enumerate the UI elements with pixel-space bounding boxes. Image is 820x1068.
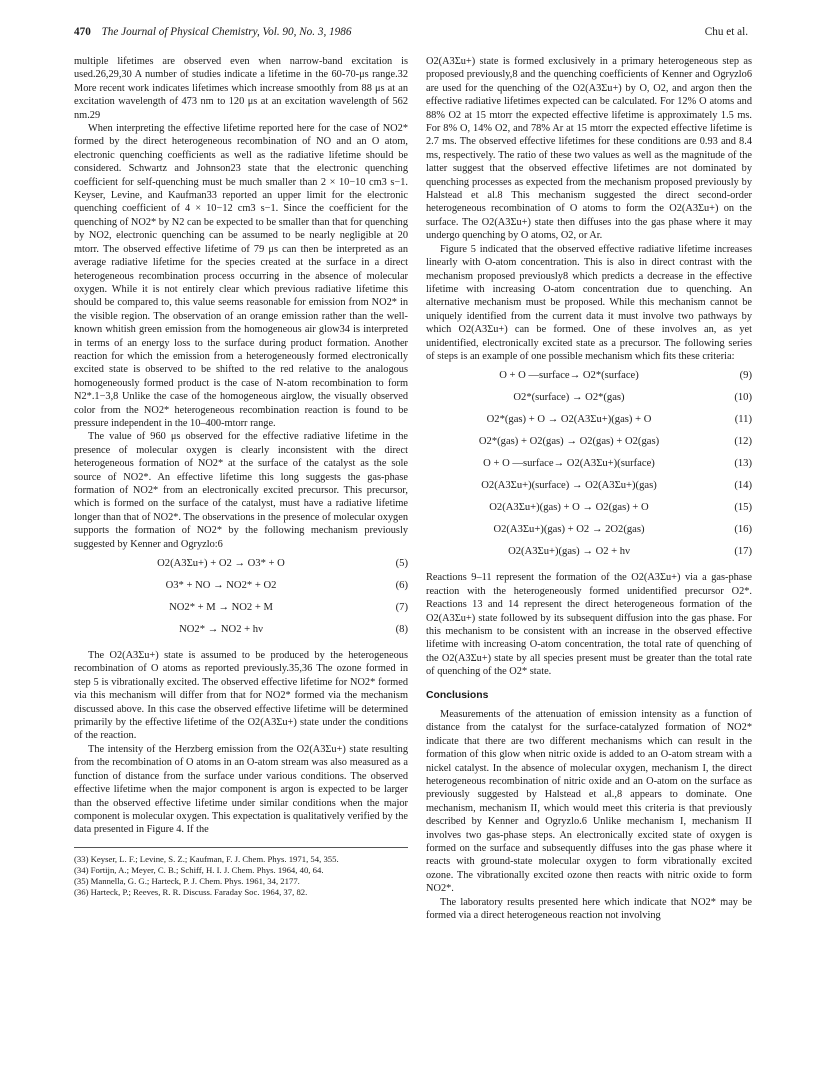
equation-number: (5) [395, 558, 408, 570]
running-authors: Chu et al. [704, 26, 748, 38]
paragraph: The intensity of the Herzberg emission from the O2(A3Σu+) state resulting from the recombination of O atoms in an O-atom stream was also measured as a function of distance from the surface under various conditions. The observed effective lifetime when the major component is argon is expected to be larger than the observed effective lifetime under similar conditions when the major component is molecular oxygen. This expectation is qualitatively verified by the data presented in Figure 4. If the [74, 743, 408, 836]
paragraph: The value of 960 μs observed for the effective radiative lifetime in the presence of molecular oxygen is clearly inconsistent with the direct heterogeneous formation of NO2* at the surface of the catalyst as the sole source of NO2*. An effective lifetime this long suggests the gas-phase formation of NO2* from an electronically excited precursor. This precursor, which is formed on the surface of the catalyst, must have a radiative lifetime longer than that of NO2*. The observations in the presence of molecular oxygen supports the formation of NO2* by the following mechanism previously suggested by Kenner and Ogryzlo:6 [74, 431, 408, 550]
journal-citation: The Journal of Physical Chemistry, Vol. 90, No. 3, 1986 [101, 26, 352, 38]
paragraph: When interpreting the effective lifetime reported here for the case of NO2* formed by the direct heterogeneous recombination of NO and an O atom, electronic quenching coefficients as well as the radiative lifetime should be considered. Schwartz and Johnson23 state that the electronic quenching coefficient for self-quenching must be much smaller than 2 × 10−10 cm3 s−1. Keyser, Levine, and Kaufman33 reported an upper limit for the electronic quenching coefficient of 4 × 10−12 cm3 s−1. Since the coefficient for the quenching of NO2* by N2 can be expected to be smaller than that for quenching by NO2, electronic quenching can be assumed to be nearly negligible at 20 mtorr. The observed effective lifetime of 79 μs can then be interpreted as an average radiative lifetime for the species created at the surface in a direct heterogeneous recombination process occurring in the absence of molecular oxygen. While it is not entirely clear which previous radiative lifetime this should be compared to, this value seems reasonable for emission from NO2* in the visible region. The observation of an orange emission rather than the well-known whitish green emission from the homogeneous air glow34 is interpreted in terms of an energy loss to the surface during product formation. Another reaction for which the emission from a heterogeneously formed electronically excited state is observed to be shifted to the red relative to the analogous homogeneously formed product is the case of N-atom recombination to form N2*.1−3,8 Unlike the case of the homogeneous airglow, the visually observed color from the NO2* heterogeneous recombination reaction is found to be pressure independent in the 10–400-mtorr range. [74, 123, 408, 429]
equation [74, 623, 408, 645]
equation-formula: O2(A3Σu+)(gas) + O → O2(gas) + O [489, 502, 649, 514]
equation-number: (8) [395, 624, 408, 636]
equation [74, 601, 408, 623]
equation-number: (15) [734, 502, 752, 514]
reference-item: (33) Keyser, L. F.; Levine, S. Z.; Kaufman, F. J. Chem. Phys. 1971, 54, 355. [74, 853, 339, 864]
equation [426, 523, 752, 545]
paragraph: The laboratory results presented here which indicate that NO2* may be formed via a direct heterogeneous reaction not involving [426, 896, 752, 922]
equation [426, 479, 752, 501]
equation-formula: O2(A3Σu+)(gas) → O2 + hν [508, 546, 630, 558]
equation-number: (9) [739, 370, 752, 382]
equation-number: (7) [395, 602, 408, 614]
equation [426, 391, 752, 413]
equation-number: (12) [734, 436, 752, 448]
equation [74, 557, 408, 579]
equation-block [426, 369, 752, 567]
reference-list [74, 847, 408, 898]
section-heading: Conclusions [426, 689, 489, 701]
equation-number: (17) [734, 546, 752, 558]
paragraph: The O2(A3Σu+) state is assumed to be produced by the heterogeneous recombination of O atoms as reported previously.35,36 The ozone formed in step 5 is vibrationally excited. The observed effective lifetime for NO2* formed via this mechanism will differ from that for NO2* formed via the mechanism discussed above. In this case the observed effective lifetime will be determined primarily by the effective lifetime of the O2(A3Σu+) state under the conditions of the reaction. [74, 650, 408, 742]
equation [426, 501, 752, 523]
reference-item: (35) Mannella, G. G.; Harteck, P. J. Chem. Phys. 1961, 34, 2177. [74, 875, 300, 886]
equation-formula: NO2* → NO2 + hν [179, 624, 263, 636]
equation [426, 435, 752, 457]
equation [74, 579, 408, 601]
reference-item: (36) Harteck, P.; Reeves, R. R. Discuss. Faraday Soc. 1964, 37, 82. [74, 886, 308, 897]
equation-formula: NO2* + M → NO2 + M [169, 602, 273, 614]
equation-block [74, 557, 408, 645]
reference-item: (34) Fortijn, A.; Meyer, C. B.; Schiff, H. I. J. Chem. Phys. 1964, 40, 64. [74, 864, 324, 875]
paragraph: multiple lifetimes are observed even when narrow-band excitation is used.26,29,30 A number of studies indicate a lifetime in the 60-70-μs range.32 More recent work indicates lifetimes which increase smoothly from 88 μs at an excitation wavelength of 473 nm to 120 μs at an excitation wavelength of 562 nm.29 [74, 56, 408, 121]
equation [426, 369, 752, 391]
equation-number: (10) [734, 392, 752, 404]
equation-formula: O + O —surface→ O2(A3Σu+)(surface) [483, 458, 655, 470]
paragraph: Figure 5 indicated that the observed effective radiative lifetime increases linearly with O-atom concentration. This is also in direct contrast with the mechanism proposed previously8 which predicts a decrease in the effective lifetime with increasing O-atom concentration due to quenching. An alternative mechanism must be proposed. While this mechanism cannot be uniquely identified from the current data it must involve two pathways by which O2(A3Σu+) can be formed. One of these involves an, as yet unidentified, electronically excited state as a precursor. The following series of steps is an example of one possible mechanism which fits these criteria: [426, 243, 752, 362]
paragraph: Reactions 9–11 represent the formation of the O2(A3Σu+) via a gas-phase reaction with the heterogeneously formed unidentified precursor O2*. Reactions 13 and 14 represent the direct heterogeneous formation of the O2(A3Σu+) state followed by its subsequent diffusion into the gas phase. For this mechanism to be consistent with an increase in the observed effective lifetime with increasing O-atom concentration, the total rate of quenching of the O2(A3Σu+) state by all species present must be greater than the total rate of quenching of the O2* state. [426, 572, 752, 678]
equation-formula: O2*(surface) → O2*(gas) [513, 392, 625, 404]
right-column [426, 55, 752, 923]
equation-formula: O2*(gas) + O → O2(A3Σu+)(gas) + O [486, 414, 652, 426]
equation-number: (16) [734, 524, 752, 536]
equation-number: (13) [734, 458, 752, 470]
equation-formula: O2(A3Σu+)(surface) → O2(A3Σu+)(gas) [481, 480, 657, 492]
page-number: 470 [74, 26, 91, 38]
left-column [74, 55, 408, 898]
equation [426, 457, 752, 479]
paragraph: O2(A3Σu+) state is formed exclusively in a primary heterogeneous step as proposed previously,8 and the quenching coefficients of Kenner and Ogryzlo6 are used for the quenching of the O2(A3Σu+) by O, O2, and argon then the effective radiative lifetimes expected can be calculated. For 12% O atoms and 88% O2 at 15 mtorr the expected effective lifetime is approximately 1.5 ms. For 8% O, 14% O2, and 78% Ar at 15 mtorr the expected effective lifetime is 2.7 ms. The observed effective lifetimes for these conditions are 0.93 and 8.4 ms, respectively. The ratio of these two values as well as the magnitude of the latter suggest that the observed effective lifetimes are not dominated by quenching processes as expected from the mechanism proposed previously by Halstead et al.8 This mechanism suggested the direct second-order heterogeneous recombination of O atoms to form the O2(A3Σu+) on the surface. The O2(A3Σu+) state then diffuses into the gas phase where it may undergo quenching by O atoms, O2, or Ar. [426, 56, 752, 242]
running-header [74, 26, 748, 42]
equation-number: (11) [734, 414, 752, 426]
equation-formula: O3* + NO → NO2* + O2 [165, 580, 277, 592]
equation-formula: O2(A3Σu+) + O2 → O3* + O [157, 558, 285, 570]
paragraph: Measurements of the attenuation of emission intensity as a function of distance from the catalyst for the surface-catalyzed formation of NO2* indicate that there are two different mechanisms which can result in the formation of this glow when nitric oxide is added to an O-atom stream with a nickel catalyst. In the absence of molecular oxygen, mechanism I, the direct heterogeneous recombination of nitric oxide and an O-atom on the surface as previously suggested by Halstead et al.,8 appears to dominate. One mechanism, mechanism II, which would meet this criteria is that previously described by Kenner and Ogryzlo.6 Unlike mechanism I, mechanism II involves two gas-phase steps. An electronically excited state of oxygen is formed on the surface and subsequently diffuses into the gas phase where it reacts with ground-state molecular oxygen to form vibrationally excited ozone. The vibrationally excited ozone then reacts with nitric oxide to form NO2*. [426, 709, 752, 895]
equation [426, 545, 752, 567]
equation-formula: O2(A3Σu+)(gas) + O2 → 2O2(gas) [493, 524, 645, 536]
equation-number: (14) [734, 480, 752, 492]
equation [426, 413, 752, 435]
equation-formula: O2*(gas) + O2(gas) → O2(gas) + O2(gas) [478, 436, 660, 448]
equation-formula: O + O —surface→ O2*(surface) [499, 370, 639, 382]
equation-number: (6) [395, 580, 408, 592]
